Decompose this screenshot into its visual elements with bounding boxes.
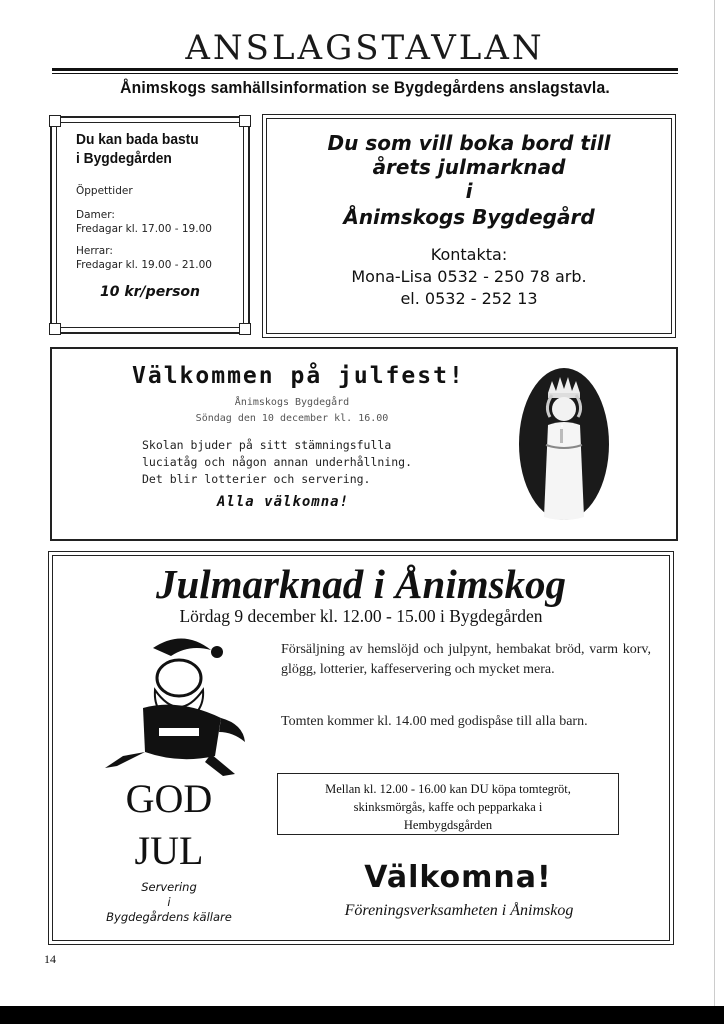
sauna-title-line1: Du kan bada bastu xyxy=(76,131,199,148)
sauna-women-label: Damer: xyxy=(76,209,115,221)
corner-ornament xyxy=(239,323,251,335)
god-jul-jul: JUL xyxy=(134,828,204,873)
julfest-body-line1: Skolan bjuder på sitt stämningsfulla xyxy=(142,438,392,452)
masthead-rule xyxy=(52,68,678,71)
sauna-men-label: Herrar: xyxy=(76,245,113,257)
market-date: Lördag 9 december kl. 12.00 - 15.00 i Bygdegården xyxy=(179,606,543,626)
sauna-title xyxy=(76,130,199,168)
booking-line4: Ånimskogs Bygdegård xyxy=(343,205,595,229)
sauna-price: 10 kr/person xyxy=(99,284,201,300)
market-title: Julmarknad i Ånimskog xyxy=(155,561,567,607)
market-organizer: Föreningsverksamheten i Ånimskog xyxy=(344,902,574,919)
booking-line1: Du som vill boka bord till xyxy=(327,131,611,155)
serving-line3: Bygdegårdens källare xyxy=(106,910,232,924)
masthead-subtitle: Ånimskogs samhällsinformation se Bygdegårdens anslagstavla. xyxy=(120,78,610,97)
porridge-line1: Mellan kl. 12.00 - 16.00 kan DU köpa tomtegröt, xyxy=(325,782,571,796)
sauna-men-time: Fredagar kl. 19.00 - 21.00 xyxy=(76,259,212,271)
scan-edge xyxy=(714,0,715,1006)
porridge-line2: skinksmörgås, kaffe och pepparkaka i xyxy=(353,800,543,814)
market-porridge-box xyxy=(277,773,619,835)
market-notice xyxy=(48,551,674,945)
porridge-line3: Hembygdsgården xyxy=(403,818,493,832)
julfest-body-line3: Det blir lotterier och servering. xyxy=(142,472,371,486)
julfest-notice xyxy=(50,347,678,541)
sauna-notice xyxy=(50,116,250,334)
market-description: Försäljning av hemslöjd och julpynt, hembakat bröd, varm korv, glögg, lotterier, kaffeservering och mycket mera. xyxy=(281,642,651,677)
lucia-illustration xyxy=(518,367,610,521)
julfest-place: Ånimskogs Bygdegård xyxy=(234,397,350,408)
corner-ornament xyxy=(239,115,251,127)
god-jul-god: GOD xyxy=(125,776,213,821)
sauna-hours-label: Öppettider xyxy=(76,185,133,197)
serving-line1: Servering xyxy=(141,880,197,894)
page-number: 14 xyxy=(44,952,56,966)
julfest-title: Välkommen på julfest! xyxy=(132,363,465,389)
booking-contact-line2: el. 0532 - 252 13 xyxy=(400,289,538,308)
corner-ornament xyxy=(49,115,61,127)
santa-illustration xyxy=(93,628,253,778)
serving-line2: i xyxy=(167,895,171,909)
julfest-body-line2: luciatåg och någon annan underhållning. xyxy=(142,455,413,469)
booking-line3: i xyxy=(465,179,473,203)
market-santa-info: Tomten kommer kl. 14.00 med godispåse till alla barn. xyxy=(281,714,588,729)
lucia-figure xyxy=(544,377,584,520)
masthead-rule-thin xyxy=(52,73,678,74)
booking-contact-line1: Mona-Lisa 0532 - 250 78 arb. xyxy=(351,267,587,286)
booking-notice xyxy=(262,114,676,338)
booking-contact-label: Kontakta: xyxy=(430,245,508,264)
julfest-time: Söndag den 10 december kl. 16.00 xyxy=(195,413,389,424)
sauna-title-line2: i Bygdegården xyxy=(76,150,172,167)
corner-ornament xyxy=(49,323,61,335)
sauna-women-time: Fredagar kl. 17.00 - 19.00 xyxy=(76,223,212,235)
julfest-welcome: Alla välkomna! xyxy=(217,494,350,510)
scan-bottom-bar xyxy=(0,1006,724,1024)
market-welcome: Välkomna! xyxy=(364,860,552,895)
masthead-title: ANSLAGSTAVLAN xyxy=(185,28,545,68)
booking-line2: årets julmarknad xyxy=(372,155,566,179)
